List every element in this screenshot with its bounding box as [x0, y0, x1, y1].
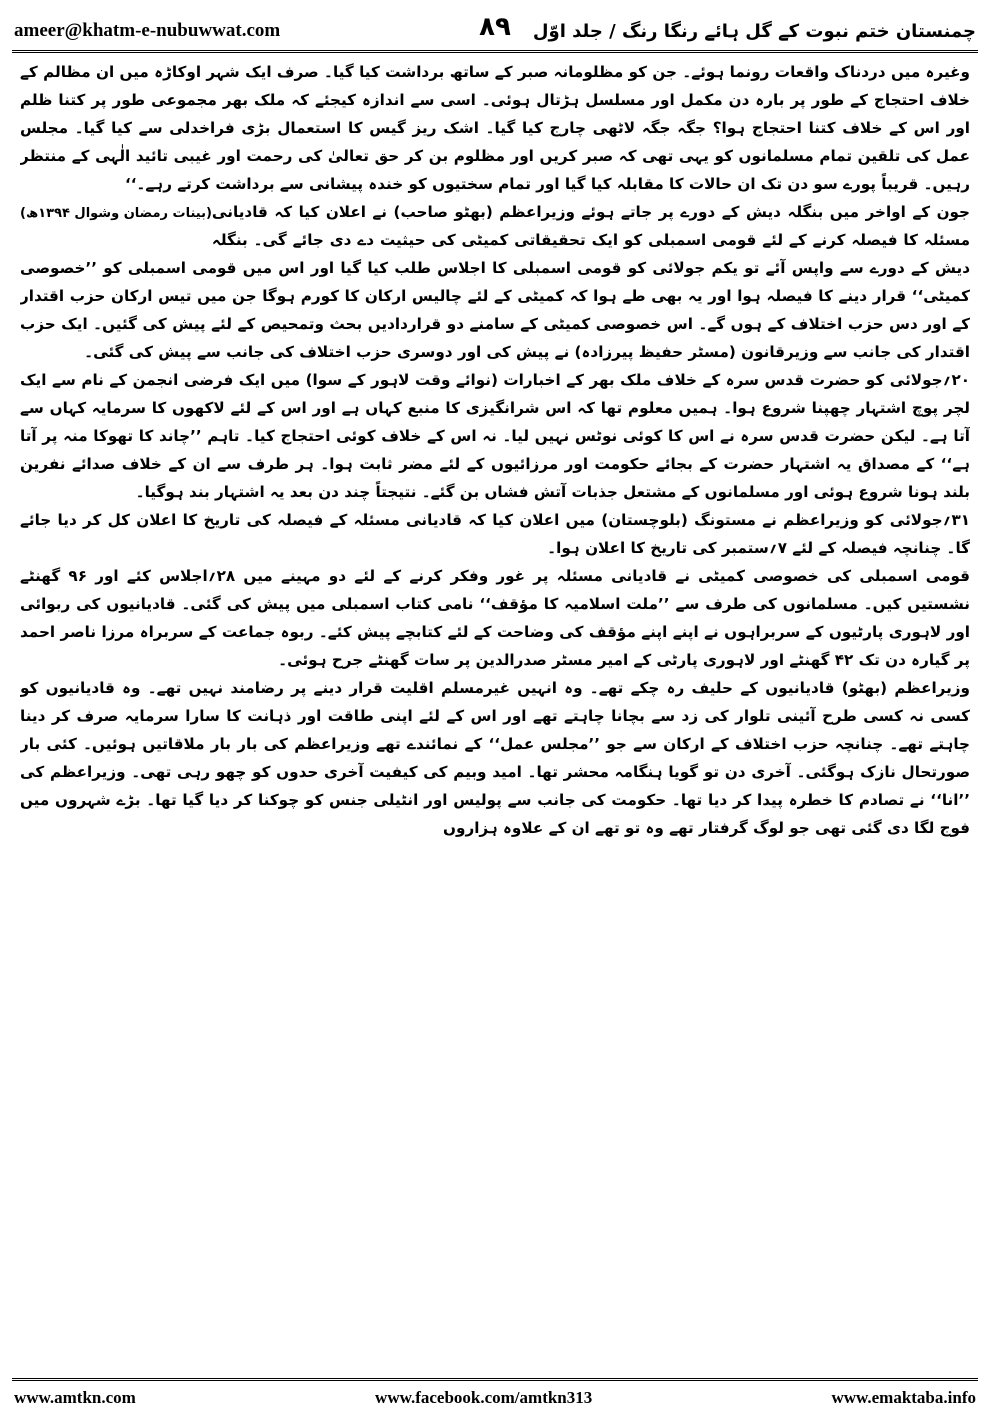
page-header	[14, 14, 976, 48]
citation: (بینات رمضان وشوال ۱۳۹۴ھ)	[20, 206, 212, 221]
paragraph-6: وزیراعظم (بھٹو) قادیانیوں کے حلیف رہ چکے تھے۔ وہ انہیں غیرمسلم اقلیت قرار دینے پر رضامند نہیں تھے۔ وہ قادیانیوں کو کسی نہ کسی طرح آئینی تلوار کی زد سے بچانا چاہتے تھے اور اس کے لئے اپنی طاقت اور ذہانت کا سارا سرمایہ صرف کر دینا چاہتے تھے۔ چنانچہ حزب اختلاف کے ارکان سے جو ’’مجلس عمل‘‘ کے نمائندے تھے وزیراعظم کی بار بار ملاقاتیں ہوئیں۔ کئی بار صورتحال نازک ہوگئی۔ آخری دن تو گویا ہنگامہ محشر تھا۔ امید وبیم کی کیفیت آخری حدوں کو چھو رہی تھی۔ وزیراعظم کی ’’انا‘‘ نے تصادم کا خطرہ پیدا کر دیا تھا۔ حکومت کی جانب سے پولیس اور انٹیلی جنس کو چوکنا کر دیا گیا تھا۔ بڑے شہروں میں فوج لگا دی گئی تھی جو لوگ گرفتار تھے وہ تو تھے ان کے علاوہ ہزاروں	[20, 679, 970, 837]
header-divider	[12, 50, 978, 53]
header-email: ameer@khatm-e-nubuwwat.com	[14, 20, 281, 41]
footer-link-emaktaba[interactable]: www.emaktaba.info	[831, 1388, 976, 1407]
page-footer	[14, 1384, 976, 1412]
footer-divider	[12, 1378, 978, 1381]
paragraph-2: جون کے اواخر میں بنگلہ دیش کے دورے پر جاتے ہوئے وزیراعظم (بھٹو صاحب) نے اعلان کیا کہ قادیانی مسئلہ کا فیصلہ کرنے کے لئے قومی اسمبلی کو ایک تحقیقاتی کمیٹی کی حیثیت دے دی جائے گی۔ بنگلہ دیش کے دورے سے واپس آئے تو یکم جولائی کو قومی اسمبلی کا اجلاس طلب کیا گیا اور اس میں قومی اسمبلی کو ’’خصوصی کمیٹی‘‘ قرار دینے کا فیصلہ ہوا اور یہ بھی طے ہوا کہ کمیٹی کے لئے چالیس ارکان کا کورم ہوگا جن میں تیس ارکان حزب اقتدار کے اور دس حزب اختلاف کے ہوں گے۔ اس خصوصی کمیٹی کے سامنے دو قراردادیں بحث وتمحیص کے لئے پیش کی گئیں۔ ایک حزب اقتدار کی جانب سے وزیرقانون (مسٹر حفیظ پیرزادہ) نے پیش کی اور دوسری حزب اختلاف کی جانب سے پیش کی گئی۔	[20, 203, 970, 361]
footer-link-amtkn[interactable]: www.amtkn.com	[14, 1388, 136, 1407]
page-number: ۸۹	[479, 12, 511, 42]
paragraph-3: ۲۰؍جولائی کو حضرت قدس سرہ کے خلاف ملک بھر کے اخبارات (نوائے وقت لاہور کے سوا) میں ایک فرضی انجمن کے نام سے ایک لچر پوچ اشتہار چھپنا شروع ہوا۔ ہمیں معلوم تھا کہ اس شرانگیزی کا منبع کہاں ہے اور اس کے لئے لاکھوں کا سرمایہ کہاں سے آتا ہے۔ لیکن حضرت قدس سرہ نے اس کا کوئی نوٹس نہیں لیا۔ نہ اس کے خلاف کوئی احتجاج کیا۔ تاہم ’’چاند کا تھوکا منہ پر آتا ہے‘‘ کے مصداق یہ اشتہار حضرت کے بجائے حکومت اور مرزائیوں کے لئے مضر ثابت ہوا۔ ہر طرف سے ان کے خلاف صدائے نفرین بلند ہونا شروع ہوئی اور مسلمانوں کے مشتعل جذبات آتش فشاں بن گئے۔ نتیجتاً چند دن بعد یہ اشتہار بند ہوگیا۔	[20, 371, 970, 501]
page-body	[20, 58, 970, 1370]
paragraph-1	[20, 58, 970, 221]
footer-link-facebook[interactable]: www.facebook.com/amtkn313	[375, 1388, 593, 1407]
paragraph-1-text: وغیرہ میں دردناک واقعات رونما ہوئے۔ جن کو مظلومانہ صبر کے ساتھ برداشت کیا گیا۔ صرف ایک شہر اوکاڑہ میں ان مظالم کے خلاف احتجاج کے طور پر بارہ دن مکمل اور مسلسل ہڑتال ہوئی۔ اسی سے اندازہ کیجئے کہ ملک بھر مجموعی طور پر کتنا ظلم اور اس کے خلاف کتنا احتجاج ہوا؟ جگہ جگہ لاٹھی چارج کیا گیا۔ اشک ریز گیس کا استعمال بڑی فراخدلی سے کیا گیا۔ مجلس عمل کی تلقین تمام مسلمانوں کو یہی تھی کہ صبر کریں اور مظلوم بن کر حق تعالیٰ کی رحمت اور غیبی تائید الٰہی کے منتظر رہیں۔ قریباً پورے سو دن تک ان حالات کا مقابلہ کیا گیا اور تمام سختیوں کو خندہ پیشانی سے برداشت کرتے رہے۔‘‘	[20, 63, 970, 193]
paragraph-4: ۳۱؍جولائی کو وزیراعظم نے مستونگ (بلوچستان) میں اعلان کیا کہ قادیانی مسئلہ کے فیصلہ کی تاریخ کا اعلان کل کر دیا جائے گا۔ چنانچہ فیصلہ کے لئے ۷؍ستمبر کی تاریخ کا اعلان ہوا۔	[20, 511, 970, 557]
book-title: چمنستان ختم نبوت کے گل ہائے رنگا رنگ / جلد اوّل	[532, 20, 976, 42]
paragraph-5: قومی اسمبلی کی خصوصی کمیٹی نے قادیانی مسئلہ پر غور وفکر کرنے کے لئے دو مہینے میں ۲۸؍اجلاس کئے اور ۹۶ گھنٹے نشستیں کیں۔ مسلمانوں کی طرف سے ’’ملت اسلامیہ کا مؤقف‘‘ نامی کتاب اسمبلی میں پیش کی گئی۔ قادیانیوں کی ربوائی اور لاہوری پارٹیوں کے سربراہوں نے اپنے اپنے مؤقف کی وضاحت کے لئے کتابچے پیش کئے۔ ربوہ جماعت کے سربراہ مرزا ناصر احمد پر گیارہ دن تک ۴۲ گھنٹے اور لاہوری پارٹی کے امیر مسٹر صدرالدین پر سات گھنٹے جرح ہوئی۔	[20, 567, 970, 669]
